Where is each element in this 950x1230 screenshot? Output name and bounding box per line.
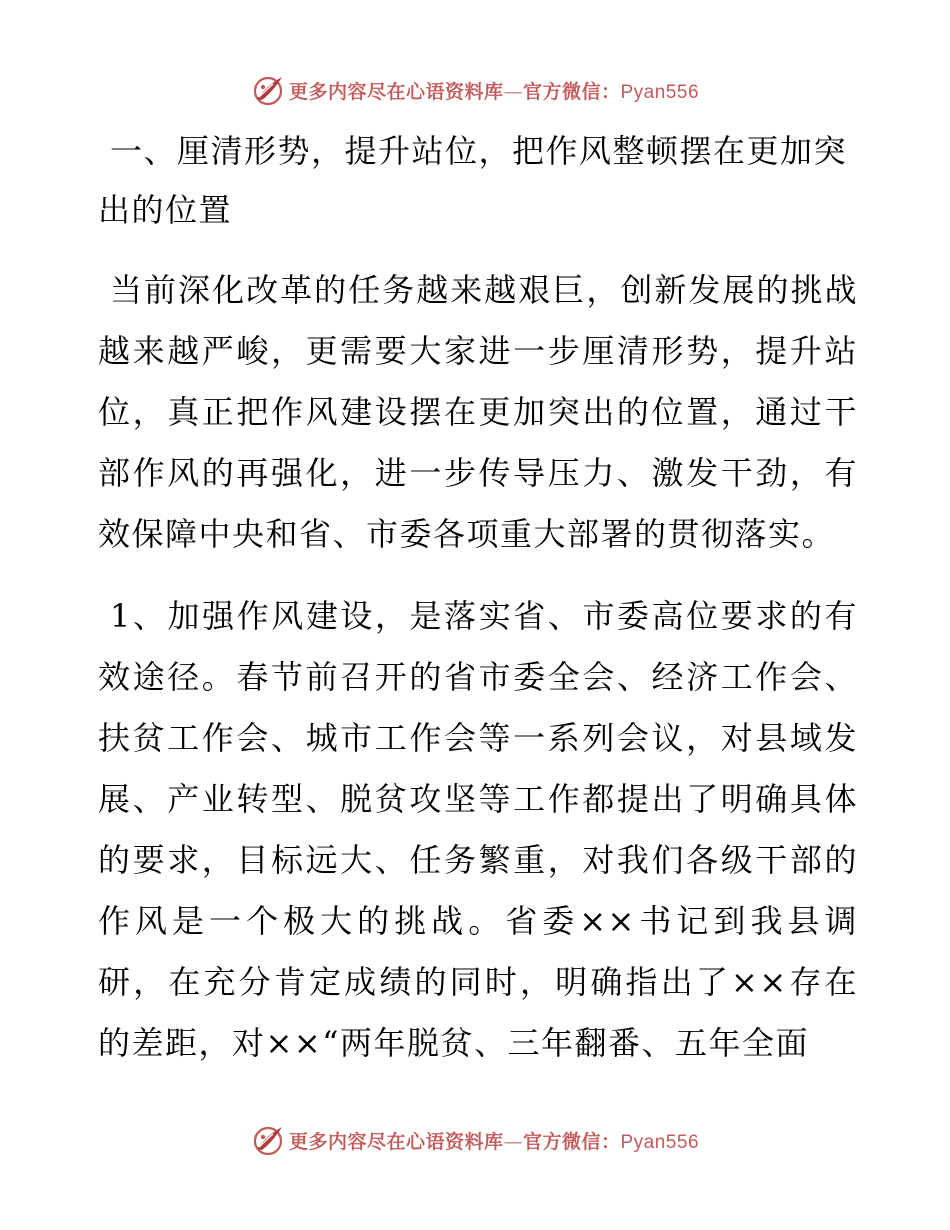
- watermark-banner-bottom: [0, 1118, 950, 1162]
- watermark-official-label: 官方微信：: [522, 1130, 621, 1153]
- watermark-separator: —: [503, 1130, 523, 1153]
- watermark-wechat-id: Pyan556: [620, 1131, 700, 1153]
- watermark-text: [289, 1127, 699, 1154]
- watermark-separator: —: [503, 80, 523, 103]
- document-body: [98, 122, 858, 1074]
- watermark-wechat-id: Pyan556: [620, 81, 700, 103]
- watermark-brand: 更多内容尽在心语资料库: [288, 1130, 504, 1153]
- quill-pen-logo-icon: [251, 1123, 285, 1157]
- watermark-official-label: 官方微信：: [522, 80, 621, 103]
- watermark-banner-top: [0, 68, 950, 112]
- paragraph-2: 1、加强作风建设，是落实省、市委高位要求的有效途径。春节前召开的省市委全会、经济工作会、扶贫工作会、城市工作会等一系列会议，对县域发展、产业转型、脱贫攻坚等工作都提出了明确具体的要求，目标远大、任务繁重，对我们各级干部的作风是一个极大的挑战。省委××书记到我县调研，在充分肯定成绩的同时，明确指出了××存在的差距，对××“两年脱贫、三年翻番、五年全面: [98, 597, 858, 1062]
- watermark-text: [289, 77, 699, 104]
- quill-pen-logo-icon: [251, 73, 285, 107]
- watermark-brand: 更多内容尽在心语资料库: [288, 80, 504, 103]
- paragraph-1: 当前深化改革的任务越来越艰巨，创新发展的挑战越来越严峻，更需要大家进一步厘清形势，提升站位，真正把作风建设摆在更加突出的位置，通过干部作风的再强化，进一步传导压力、激发干劲，有效保障中央和省、市委各项重大部署的贯彻落实。: [98, 271, 858, 553]
- section-heading: 一、厘清形势，提升站位，把作风整顿摆在更加突出的位置: [98, 132, 848, 229]
